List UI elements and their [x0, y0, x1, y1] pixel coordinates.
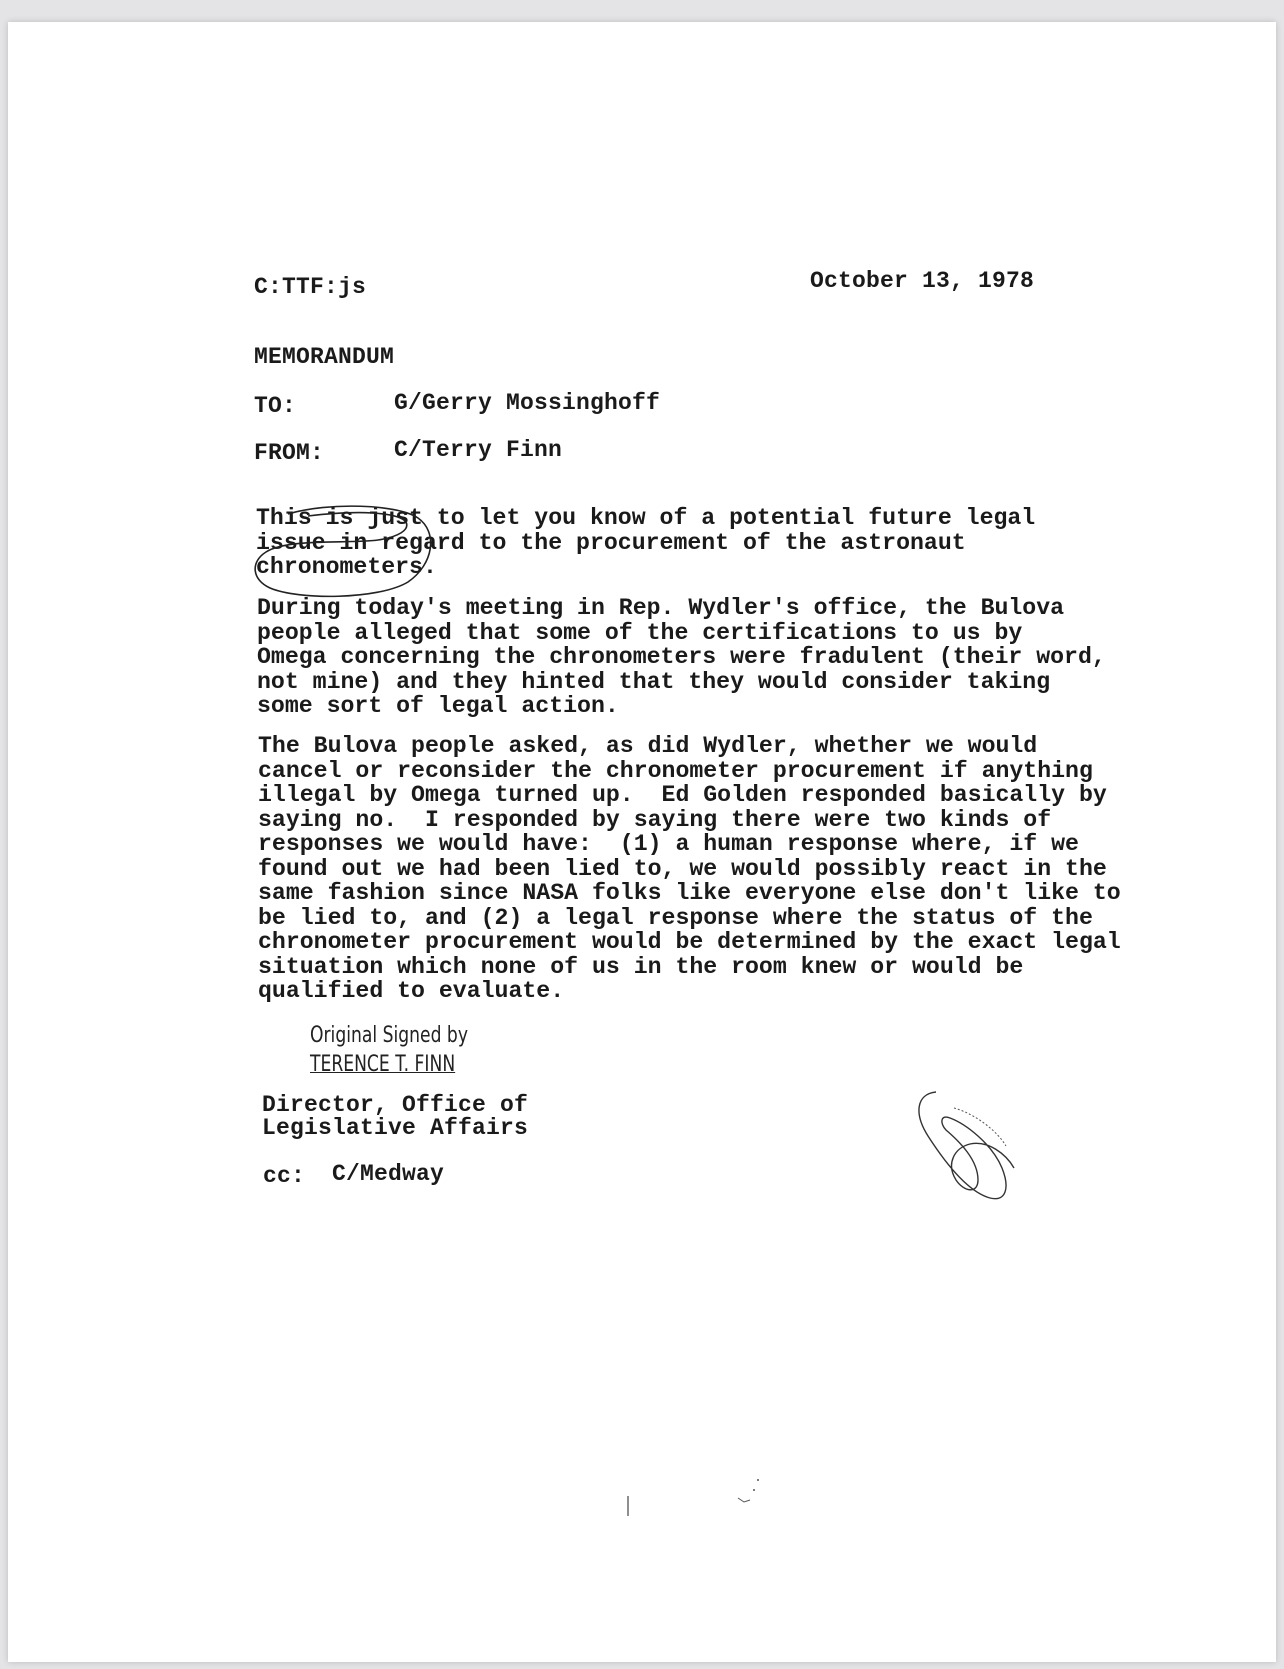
- memo-date: October 13, 1978: [810, 268, 1035, 294]
- paragraph-meeting: During today's meeting in Rep. Wydler's office, the Bulova people alleged that some of the certifications to us by Omega concerning the chronometers were fradulent (their word, not mine) and they hinted that they would consider taking some sort of legal action.: [257, 595, 1106, 719]
- signer-title-line-1: Director, Office of: [262, 1092, 529, 1118]
- scan-speck-mark: [730, 1472, 770, 1512]
- paragraph-response: The Bulova people asked, as did Wydler, whether we would cancel or reconsider the chronometer procurement if anything illegal by Omega turned up. Ed Golden responded basically by saying no. I responded by saying there were two kinds of responses we would have: (1) a human response where, if we found out we had been lied to, we would possibly react in the same fashion since NASA folks like everyone else don't like to be lied to, and (2) a legal response where the status of the chronometer procurement would be determined by the exact legal situation which none of us in the room knew or would be qualified to evaluate.: [258, 733, 1121, 1004]
- cc-value: C/Medway: [332, 1161, 445, 1187]
- scan-artifact-mark: [618, 1492, 638, 1522]
- memo-heading: MEMORANDUM: [254, 344, 395, 370]
- reference-code: C:TTF:js: [254, 274, 367, 300]
- cc-label: cc:: [263, 1163, 306, 1189]
- initials-mark-icon: [906, 1084, 1036, 1214]
- memo-page: [8, 22, 1276, 1662]
- signed-stamp: Original Signed by: [310, 1023, 468, 1048]
- signer-title-line-2: Legislative Affairs: [262, 1115, 529, 1141]
- from-value: C/Terry Finn: [394, 437, 563, 463]
- to-value: G/Gerry Mossinghoff: [394, 390, 661, 416]
- to-label: TO:: [254, 393, 297, 419]
- signer-name: TERENCE T. FINN: [310, 1052, 456, 1077]
- paragraph-intro: This is just to let you know of a potential future legal issue in regard to the procurement of the astronaut chronometers.: [256, 505, 1036, 580]
- from-label: FROM:: [254, 440, 325, 466]
